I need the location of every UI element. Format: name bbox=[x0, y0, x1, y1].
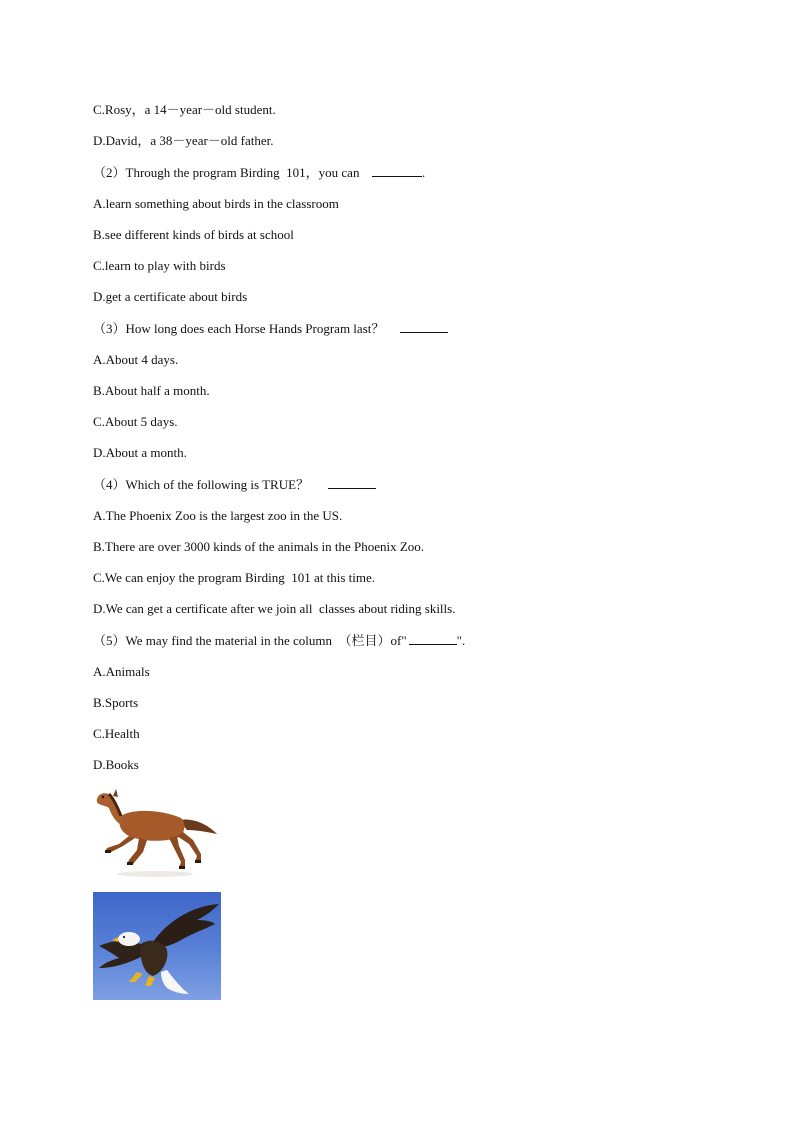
question-tail: ". bbox=[456, 633, 466, 648]
question-5-option-c bbox=[93, 726, 140, 742]
option-text: C.learn to play with birds bbox=[93, 258, 226, 273]
question-3-option-b bbox=[93, 383, 210, 399]
question-2-option-d bbox=[93, 289, 247, 305]
question-3-option-a bbox=[93, 352, 178, 368]
option-text: B.see different kinds of birds at school bbox=[93, 227, 294, 242]
question-4-option-d bbox=[93, 601, 455, 617]
question-text: （2）Through the program Birding 101，you can bbox=[93, 165, 366, 180]
question-4 bbox=[93, 477, 376, 493]
question-2 bbox=[93, 165, 425, 181]
question-text: （4）Which of the following is TRUE？ bbox=[93, 477, 316, 492]
question-3-option-c bbox=[93, 414, 178, 430]
answer-blank bbox=[372, 165, 422, 177]
option-text: D.Books bbox=[93, 757, 139, 772]
option-d-david bbox=[93, 133, 274, 149]
question-5 bbox=[93, 633, 465, 649]
answer-blank bbox=[409, 633, 457, 645]
question-2-option-a bbox=[93, 196, 339, 212]
option-c-rosy bbox=[93, 102, 276, 118]
question-4-option-b bbox=[93, 539, 424, 555]
question-tail: . bbox=[421, 165, 426, 180]
option-text: A.Animals bbox=[93, 664, 150, 679]
question-3-option-d bbox=[93, 445, 187, 461]
question-5-option-d bbox=[93, 757, 139, 773]
question-4-option-a bbox=[93, 508, 342, 524]
question-text: （5）We may find the material in the column （栏目）of" bbox=[93, 633, 407, 648]
question-2-option-b bbox=[93, 227, 294, 243]
question-2-option-c bbox=[93, 258, 226, 274]
answer-blank bbox=[328, 477, 376, 489]
option-text: A.learn something about birds in the classroom bbox=[93, 196, 339, 211]
option-text: D.We can get a certificate after we join all classes about riding skills. bbox=[93, 601, 456, 616]
question-text: （3）How long does each Horse Hands Program last？ bbox=[93, 321, 388, 336]
horse-image bbox=[93, 786, 221, 878]
option-text: A.About 4 days. bbox=[93, 352, 179, 367]
option-text: C.About 5 days. bbox=[93, 414, 178, 429]
eagle-image bbox=[93, 892, 221, 1000]
option-text: C.Rosy，a 14－year－old student. bbox=[93, 102, 276, 117]
option-text: D.get a certificate about birds bbox=[93, 289, 248, 304]
question-3 bbox=[93, 321, 448, 337]
option-text: D.About a month. bbox=[93, 445, 187, 460]
option-text: D.David，a 38－year－old father. bbox=[93, 133, 274, 148]
option-text: B.Sports bbox=[93, 695, 139, 710]
option-text: C.Health bbox=[93, 726, 140, 741]
option-text: C.We can enjoy the program Birding 101 at this time. bbox=[93, 570, 376, 585]
question-5-option-b bbox=[93, 695, 138, 711]
question-4-option-c bbox=[93, 570, 375, 586]
option-text: B.About half a month. bbox=[93, 383, 210, 398]
answer-blank bbox=[400, 321, 448, 333]
option-text: A.The Phoenix Zoo is the largest zoo in the US. bbox=[93, 508, 343, 523]
question-5-option-a bbox=[93, 664, 150, 680]
option-text: B.There are over 3000 kinds of the animals in the Phoenix Zoo. bbox=[93, 539, 425, 554]
